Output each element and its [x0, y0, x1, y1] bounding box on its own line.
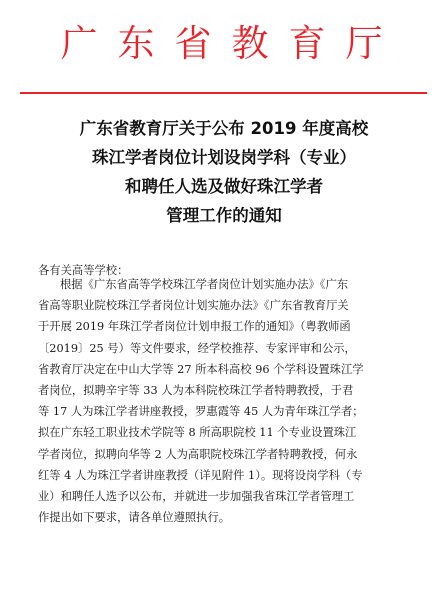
body-line: 业）和聘任人选予以公布，并就进一步加强我省珠江学者管理工: [38, 489, 355, 503]
body-line: 〔2019〕25 号）等文件要求，经学校推荐、专家评审和公示，: [38, 341, 356, 355]
title-line-3: 和聘任人选及做好珠江学者: [125, 177, 323, 196]
body-line: 者岗位，拟聘辛宇等 33 人为本科院校珠江学者特聘教授，于君: [38, 383, 354, 397]
body-line: 作提出如下要求，请各单位遵照执行。: [38, 511, 231, 525]
notice-title: [24, 114, 424, 230]
masthead-divider: [20, 92, 427, 94]
body-line: 拟在广东轻工职业技术学院等 8 所高职院校 11 个专业设置珠江: [38, 426, 357, 440]
body-line: 学者岗位，拟聘向华等 2 人为高职院校珠江学者特聘教授，何永: [38, 447, 358, 461]
body-line: 等 17 人为珠江学者讲座教授，罗惠霞等 45 人为青年珠江学者；: [38, 405, 364, 419]
masthead-title: 广东省教育厅: [60, 22, 403, 65]
body-paragraph: [38, 274, 410, 528]
body-line: 省教育厅决定在中山大学等 27 所本科高校 96 个学科设置珠江学: [38, 362, 364, 376]
title-line-4: 管理工作的通知: [166, 206, 282, 225]
body-line: 省高等职业院校珠江学者岗位计划实施办法》《广东省教育厅关: [38, 299, 349, 313]
body-line: 于开展 2019 年珠江学者岗位计划申报工作的通知》（粤教师函: [38, 320, 351, 334]
title-line-1: 广东省教育厅关于公布 2019 年度高校: [79, 119, 369, 138]
body-line: 红等 4 人为珠江学者讲座教授（详见附件 1）。现将设岗学科（专: [38, 468, 363, 482]
salutation: 各有关高等学校：: [38, 264, 129, 277]
body-line: 根据《广东省高等学校珠江学者岗位计划实施办法》《广东: [60, 278, 349, 291]
title-line-2: 珠江学者岗位计划设岗学科（专业）: [92, 148, 356, 167]
